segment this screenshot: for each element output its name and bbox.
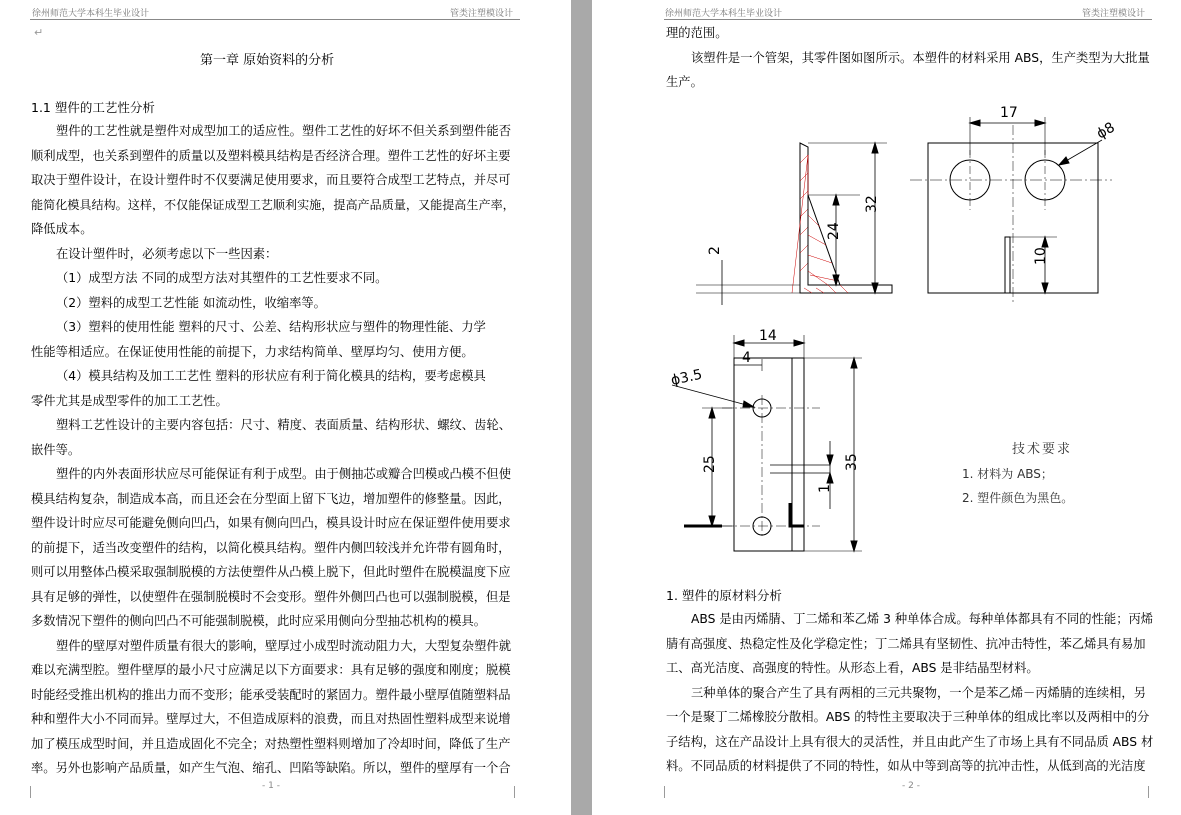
dim-label: 4 (742, 350, 751, 366)
header-rule (30, 19, 520, 20)
document-page-2 (592, 0, 1181, 815)
text-line: 理的范围。 (666, 26, 728, 40)
dim-label: 17 (1000, 105, 1018, 121)
dim-label: 10 (1033, 247, 1049, 265)
text-line: 零件尤其是成型零件的加工工艺性。 (31, 393, 228, 408)
page-header-right: 管类注塑模设计 (450, 9, 514, 19)
text-line: ABS 是由丙烯腈、丁二烯和苯乙烯 3 种单体合成。每种单体都具有不同的性能；丙烯 (691, 612, 1154, 626)
technical-requirements (962, 438, 1122, 510)
text-line: 具有足够的弹性，以使塑件在强制脱模时不会变形。塑件外侧凹凸也可以强制脱模，但是 (31, 589, 511, 604)
dim-label: ϕ8 (1094, 119, 1118, 143)
document-page-1 (0, 0, 571, 815)
chapter-title: 第一章 原始资料的分析 (200, 53, 335, 68)
page-number: - 2 - (902, 781, 920, 791)
section-title: 1.1 塑件的工艺性分析 (31, 100, 155, 115)
text-line: 在设计塑件时，必须考虑以下一些因素： (56, 246, 278, 261)
text-line: 三种单体的聚合产生了具有两相的三元共聚物，一个是苯乙烯－丙烯腈的连续相，另 (691, 685, 1146, 700)
text-line: 则可以用整体凸模采取强制脱模的方法使塑件从凸模上脱下，但此时塑件在脱模温度下应 (31, 565, 511, 579)
body-text (666, 607, 1156, 779)
dim-label: 25 (702, 455, 718, 473)
page-header-right: 管类注塑模设计 (1082, 9, 1146, 19)
text-line: 多数情况下塑件的侧向凹凸不可能强制脱模，此时应采用侧向分型抽芯机构的模具。 (31, 614, 486, 628)
text-line: （1）成型方法 不同的成型方法对其塑件的工艺性要求不同。 (56, 271, 388, 285)
body-text (31, 119, 521, 781)
text-line: 率。另外也影响产品质量，如产生气泡、缩孔、凹陷等缺陷。所以，塑件的壁厚有一个合 (31, 761, 511, 775)
intro-text (666, 21, 1156, 95)
page-header-left: 徐州师范大学本科生毕业设计 (665, 9, 783, 19)
dim-label: 24 (826, 222, 842, 240)
dim-label: 2 (707, 246, 723, 255)
text-line: 的前提下，适当改变塑件的结构，以简化模具结构。塑件内侧凹较浅并允许带有圆角时， (31, 540, 511, 555)
text-line: 料。不同品质的材料提供了不同的特性，如从中等到高等的抗冲击性，从低到高的光洁度 (666, 759, 1146, 773)
side-view (696, 143, 892, 305)
text-line: 塑件设计时应尽可能避免侧向凹凸，如果有侧向凹凸，模具设计时应在保证塑件使用要求 (31, 516, 511, 530)
text-line: （2）塑料的成型工艺性能 如流动性，收缩率等。 (56, 295, 326, 310)
text-line: 降低成本。 (31, 222, 93, 236)
tech-title: 技术要求 (1011, 442, 1072, 457)
text-line: 腈有高强度、热稳定性及化学稳定性；丁二烯具有坚韧性、抗冲击特性，苯乙烯具有易加 (666, 636, 1146, 651)
text-line: 嵌件等。 (31, 442, 81, 457)
dim-label: 1 (817, 484, 833, 493)
page-header-left: 徐州师范大学本科生毕业设计 (32, 9, 150, 19)
margin-corner (654, 786, 665, 798)
text-line: 生产。 (666, 75, 703, 89)
text-line: 模具结构复杂，制造成本高，而且还会在分型面上留下飞边，增加塑件的修整量。因此， (31, 491, 511, 506)
text-line: （3）塑料的使用性能 塑料的尺寸、公差、结构形状应与塑件的物理性能、力学 (56, 320, 486, 334)
margin-corner (514, 786, 525, 798)
tech-item: 2. 塑件颜色为黑色。 (962, 491, 1074, 505)
text-line: 时能经受推出机构的推出力而不变形；能承受装配时的紧固力。塑件最小壁厚值随塑料品 (31, 687, 511, 702)
text-line: 塑件的工艺性就是塑件对成型加工的适应性。塑件工艺性的好坏不但关系到塑件能否 (56, 124, 511, 138)
text-line: 加了模压成型时间，并且造成固化不完全；对热塑性塑料则增加了冷却时间，降低了生产 (31, 736, 511, 751)
tech-item: 1. 材料为 ABS； (962, 467, 1053, 481)
text-line: 子结构，这在产品设计上具有很大的灵活性，并且由此产生了市场上具有不同品质 ABS 材 (666, 734, 1154, 749)
dim-label: ϕ3.5 (669, 366, 704, 389)
text-line: （4）模具结构及加工工艺性 塑料的形状应有利于简化模具的结构，要考虑模具 (56, 369, 486, 383)
text-line: 该塑件是一个管架，其零件图如图所示。本塑件的材料采用 ABS，生产类型为大批量 (691, 50, 1150, 65)
front-view (910, 117, 1112, 305)
text-line: 顺利成型，也关系到塑件的质量以及塑料模具结构是否经济合理。塑件工艺性的好坏主要 (31, 148, 511, 163)
text-line: 取决于塑件设计，在设计塑件时不仅要满足使用要求，而且要符合成型工艺特点，并尽可 (31, 173, 511, 187)
text-line: 塑件的内外表面形状应尽可能保证有利于成型。由于侧抽芯或瓣合凹模或凸模不但使 (56, 467, 511, 481)
dim-label: 35 (844, 453, 860, 471)
header-rule (664, 19, 1152, 20)
top-view (669, 335, 862, 551)
text-line: 塑料工艺性设计的主要内容包括：尺寸、精度、表面质量、结构形状、螺纹、齿轮、 (56, 418, 511, 432)
text-line: 性能等相适应。在保证使用性能的前提下，力求结构简单、壁厚均匀、使用方便。 (31, 344, 474, 359)
text-line: 难以充满型腔。塑件壁厚的最小尺寸应满足以下方面要求：具有足够的强度和刚度；脱模 (31, 663, 511, 677)
text-line: 工、高光洁度、高强度的特性。从形态上看，ABS 是非结晶型材料。 (666, 661, 1039, 675)
margin-corner (1148, 786, 1159, 798)
margin-corner (20, 786, 31, 798)
text-line: 一个是聚丁二烯橡胶分散相。ABS 的特性主要取决于三种单体的组成比率以及两相中的分 (666, 710, 1150, 724)
text-line: 种和塑件大小不同而异。壁厚过大，不但造成原料的浪费，而且对热固性塑料成型来说增 (31, 712, 511, 726)
text-line: 塑件的壁厚对塑件质量有很大的影响，壁厚过小成型时流动阻力大，大型复杂塑件就 (56, 638, 511, 653)
text-line: 能简化模具结构。这样，不仅能保证成型工艺顺利实施，提高产品质量，又能提高生产率， (31, 197, 515, 212)
dim-label: 32 (864, 195, 880, 213)
section-title: 1. 塑件的原材料分析 (666, 588, 782, 603)
page-number: - 1 - (262, 781, 280, 791)
dim-label: 14 (759, 328, 777, 344)
paragraph-mark: ↵ (34, 26, 44, 39)
page-gap (571, 0, 592, 815)
